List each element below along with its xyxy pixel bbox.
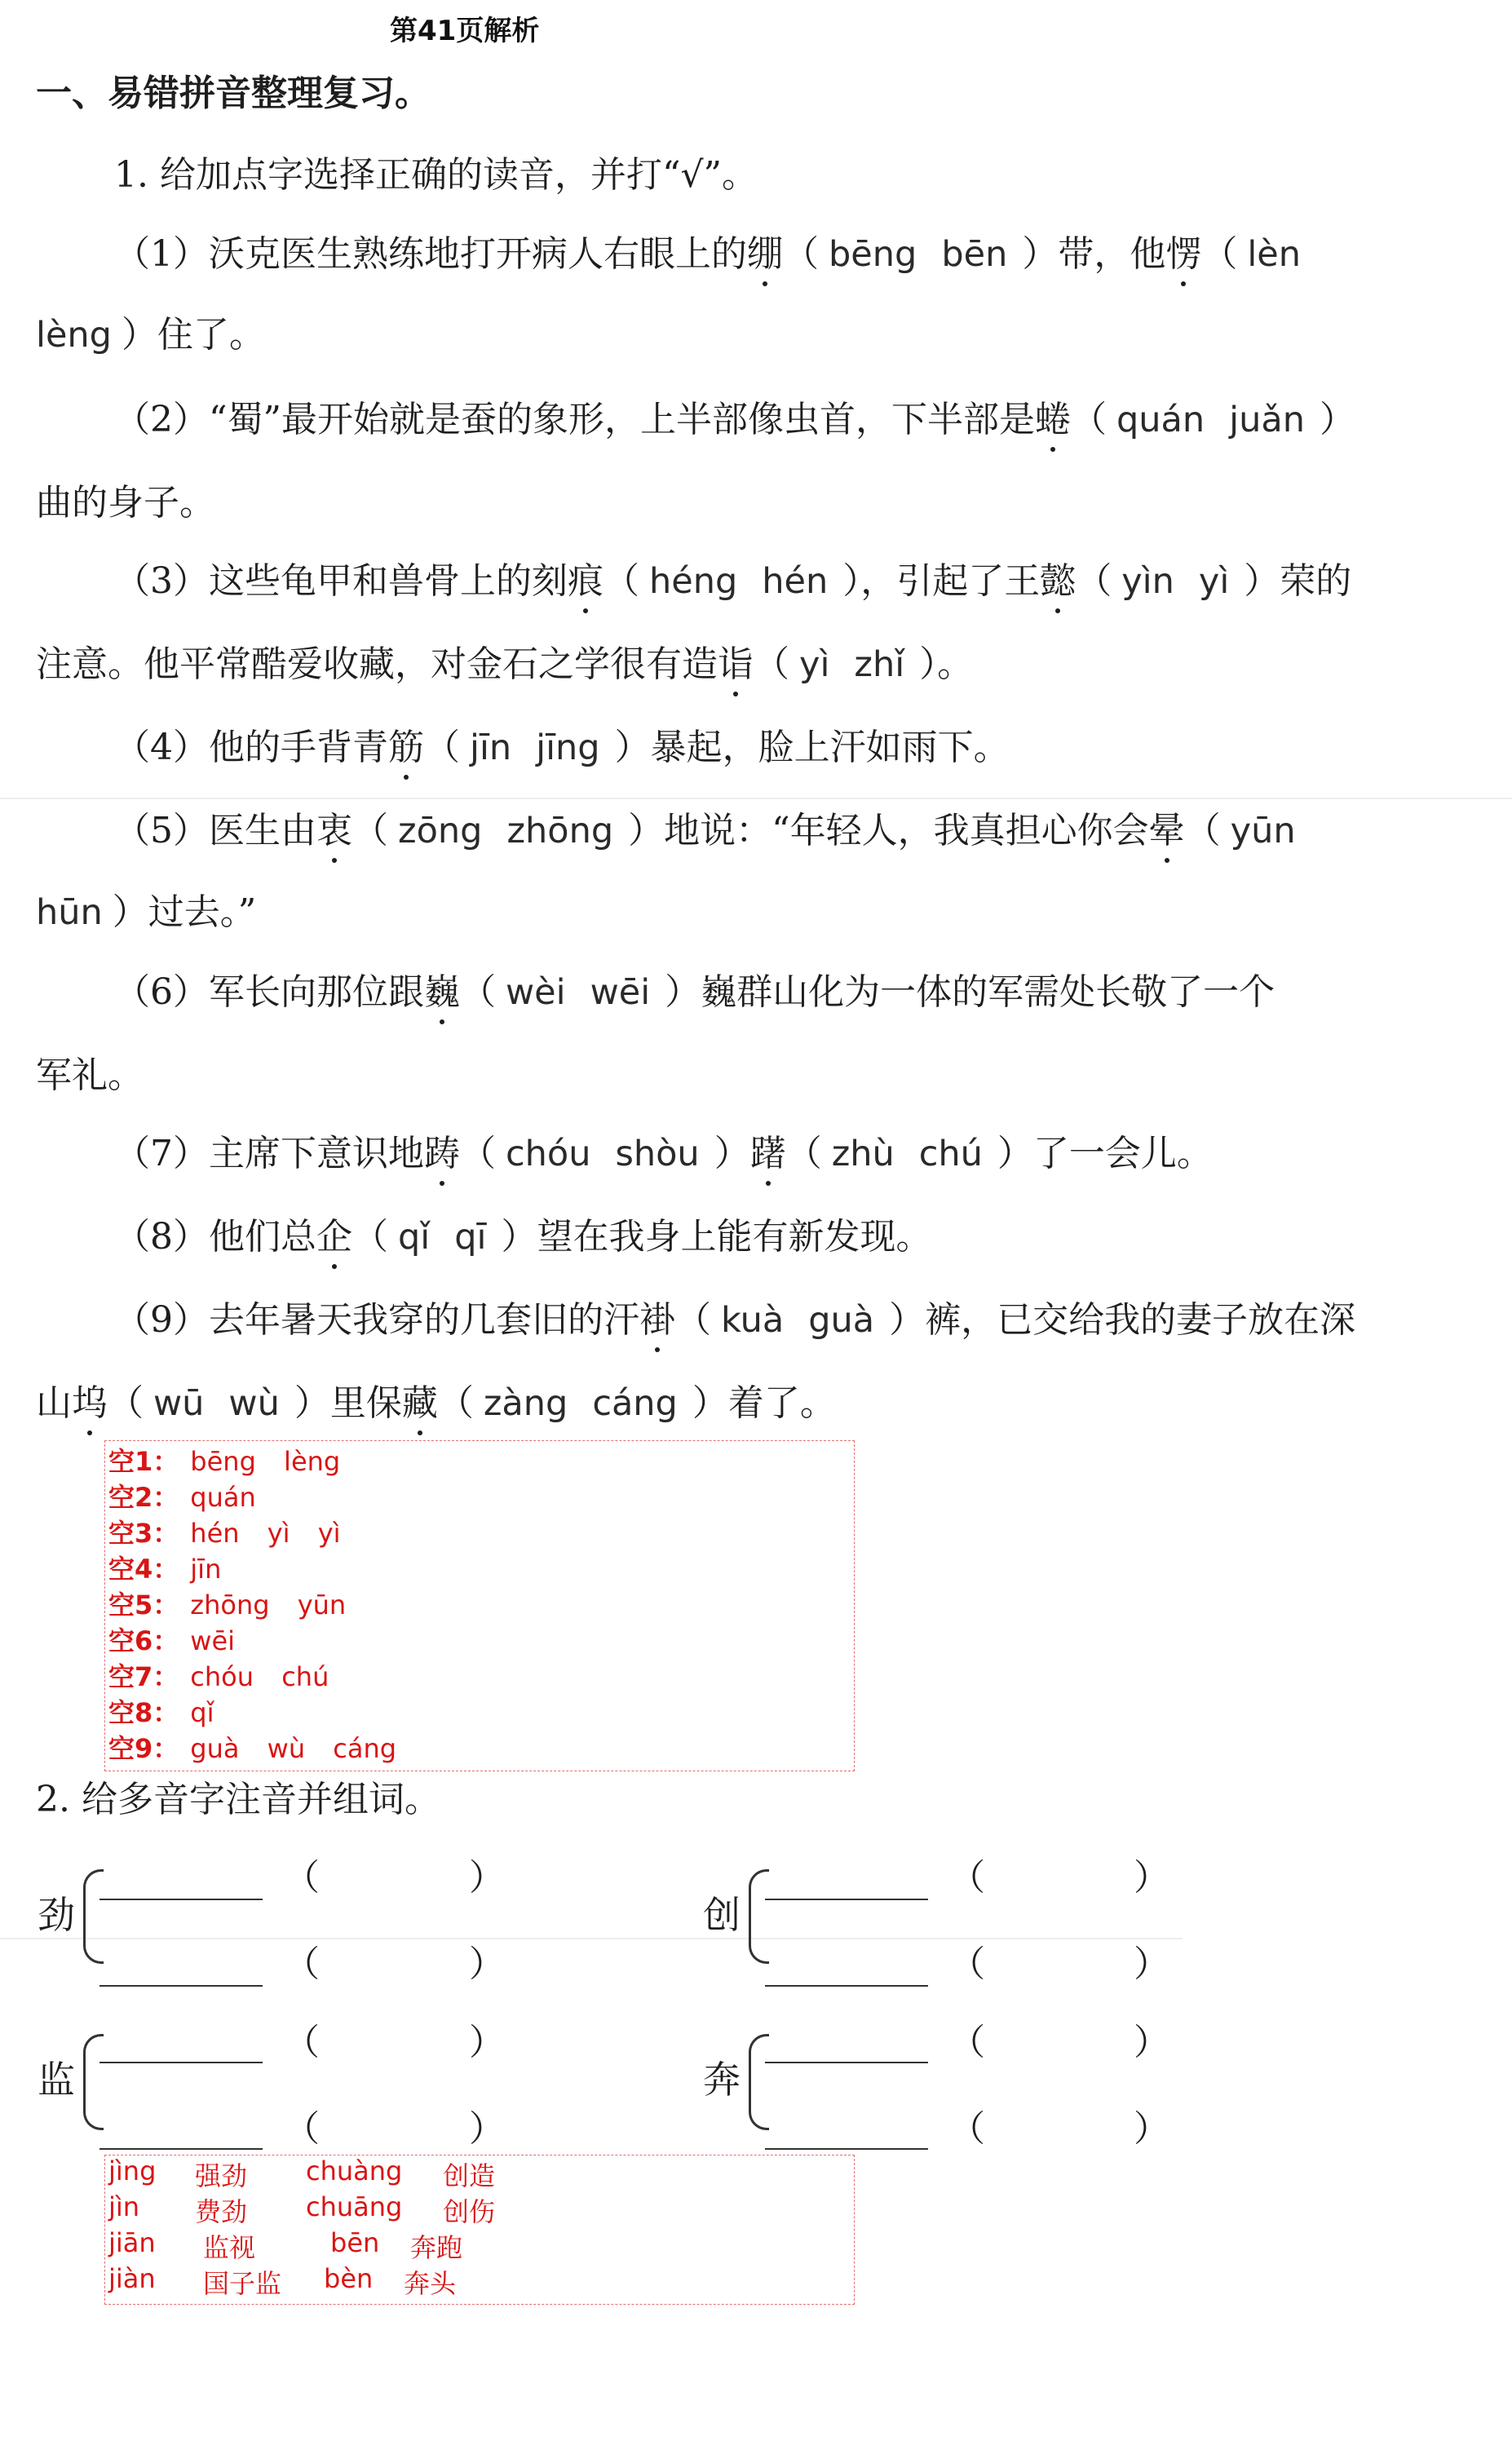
open-paren: （ bbox=[949, 2108, 985, 2150]
dotted-char: 巍 bbox=[424, 962, 460, 1015]
item-3-line-1: （3）这些龟甲和兽骨上的刻痕（ héng hén ），引起了王懿（ yìn yì ）荣的 bbox=[114, 551, 1351, 604]
answer-word: 国子监 bbox=[203, 2268, 282, 2299]
dotted-char: 企 bbox=[316, 1207, 352, 1259]
answer-pinyin: jìn bbox=[108, 2191, 140, 2222]
dotted-char: 晕 bbox=[1149, 801, 1185, 853]
item-5-line-1: （5）医生由衷（ zōng zhōng ）地说：“年轻人，我真担心你会晕（ yūn bbox=[114, 801, 1306, 853]
item-1-line-1: （1）沃克医生熟练地打开病人右眼上的绷（ bēng bēn ）带，他愣（ lèn bbox=[114, 224, 1311, 276]
answer-word: 强劲 bbox=[195, 2160, 248, 2191]
item-2-line-2: 曲的身子。 bbox=[36, 482, 215, 524]
close-paren: ） bbox=[1134, 1857, 1169, 1899]
open-paren: （ bbox=[949, 1857, 985, 1899]
dotted-char: 绷 bbox=[747, 224, 783, 276]
pinyin-blank[interactable] bbox=[99, 1985, 263, 1987]
dotted-char: 坞 bbox=[72, 1373, 108, 1426]
answer-row-1: 空1： bēng lèng bbox=[108, 1446, 341, 1477]
answer-box-2 bbox=[104, 2155, 855, 2305]
answer-row-3: 空3： hén yì yì bbox=[108, 1518, 341, 1549]
item-9-line-1: （9）去年暑天我穿的几套旧的汗褂（ kuà guà ）裤，已交给我的妻子放在深 bbox=[114, 1290, 1355, 1342]
question-1-title: 1. 给加点字选择正确的读音，并打“√”。 bbox=[114, 154, 758, 196]
close-paren: ） bbox=[469, 1857, 505, 1899]
brace bbox=[749, 1869, 769, 1964]
answer-pinyin: jiān bbox=[108, 2227, 156, 2258]
dotted-char: 愣 bbox=[1165, 224, 1201, 276]
item-6-line-1: （6）军长向那位跟巍（ wèi wēi ）巍群山化为一体的军需处长敬了一个 bbox=[114, 962, 1275, 1015]
answer-pinyin: chuāng bbox=[306, 2191, 403, 2222]
answer-row-6: 空6： wēi bbox=[108, 1625, 236, 1656]
item-9-line-2: 山坞（ wū wù ）里保藏（ zàng cáng ）着了。 bbox=[36, 1373, 836, 1426]
close-paren: ） bbox=[469, 2022, 505, 2063]
answer-row-5: 空5： zhōng yūn bbox=[108, 1589, 347, 1620]
brace bbox=[83, 2034, 104, 2130]
open-paren: （ bbox=[284, 1857, 320, 1899]
answer-box-1 bbox=[104, 1440, 855, 1771]
answer-pinyin: chuàng bbox=[306, 2155, 403, 2186]
pinyin-blank[interactable] bbox=[99, 2062, 263, 2063]
answer-pinyin: bēn bbox=[330, 2227, 380, 2258]
pinyin-blank[interactable] bbox=[765, 2148, 928, 2150]
answer-word: 费劲 bbox=[195, 2196, 248, 2227]
open-paren: （ bbox=[949, 2022, 985, 2063]
polyphone-char-2: 创 bbox=[703, 1893, 741, 1937]
close-paren: ） bbox=[1134, 2022, 1169, 2063]
brace bbox=[749, 2034, 769, 2130]
dotted-char: 筋 bbox=[388, 718, 424, 770]
section-title: 一、易错拼音整理复习。 bbox=[36, 73, 431, 114]
item-4-line-1: （4）他的手背青筋（ jīn jīng ）暴起，脸上汗如雨下。 bbox=[114, 718, 1010, 770]
dotted-char: 踌 bbox=[424, 1124, 460, 1176]
open-paren: （ bbox=[949, 1943, 985, 1985]
open-paren: （ bbox=[284, 1943, 320, 1985]
answer-pinyin: jiàn bbox=[108, 2263, 156, 2294]
item-8-line-1: （8）他们总企（ qǐ qī ）望在我身上能有新发现。 bbox=[114, 1207, 932, 1259]
answer-row-8: 空8： qǐ bbox=[108, 1697, 214, 1728]
dotted-char: 蜷 bbox=[1035, 390, 1071, 442]
item-3-line-2: 注意。他平常酷爱收藏，对金石之学很有造诣（ yì zhǐ ）。 bbox=[36, 634, 973, 687]
close-paren: ） bbox=[469, 2108, 505, 2150]
pinyin-blank[interactable] bbox=[765, 1899, 928, 1900]
open-paren: （ bbox=[284, 2108, 320, 2150]
close-paren: ） bbox=[1134, 2108, 1169, 2150]
item-2-line-1: （2）“蜀”最开始就是蚕的象形，上半部像虫首，下半部是蜷（ quán juǎn ） bbox=[114, 390, 1355, 442]
answer-word: 奔头 bbox=[404, 2268, 457, 2299]
item-1-line-2: lèng ）住了。 bbox=[36, 314, 265, 356]
polyphone-char-1: 劲 bbox=[38, 1893, 75, 1937]
dotted-char: 痕 bbox=[568, 551, 603, 604]
answer-row-2: 空2： quán bbox=[108, 1482, 256, 1513]
dotted-char: 躇 bbox=[750, 1124, 786, 1176]
pinyin-blank[interactable] bbox=[99, 2148, 263, 2150]
close-paren: ） bbox=[469, 1943, 505, 1985]
item-6-line-2: 军礼。 bbox=[36, 1054, 144, 1096]
answer-word: 创造 bbox=[443, 2160, 496, 2191]
polyphone-char-4: 奔 bbox=[703, 2058, 741, 2102]
answer-row-4: 空4： jīn bbox=[108, 1554, 222, 1585]
answer-row-7: 空7： chóu chú bbox=[108, 1661, 329, 1692]
open-paren: （ bbox=[284, 2022, 320, 2063]
dotted-char: 懿 bbox=[1040, 551, 1076, 604]
brace bbox=[83, 1869, 104, 1964]
close-paren: ） bbox=[1134, 1943, 1169, 1985]
polyphone-char-3: 监 bbox=[38, 2058, 75, 2102]
answer-word: 创伤 bbox=[443, 2196, 496, 2227]
answer-word: 奔跑 bbox=[410, 2232, 463, 2263]
answer-row-9: 空9： guà wù cáng bbox=[108, 1733, 397, 1764]
answer-pinyin: jìng bbox=[108, 2155, 157, 2186]
question-2-title: 2. 给多音字注音并组词。 bbox=[36, 1779, 440, 1820]
dotted-char: 藏 bbox=[402, 1373, 438, 1426]
answer-word: 监视 bbox=[203, 2232, 256, 2263]
answer-pinyin: bèn bbox=[324, 2263, 374, 2294]
dotted-char: 褂 bbox=[639, 1290, 675, 1342]
page-header: 第41页解析 bbox=[390, 15, 540, 47]
pinyin-blank[interactable] bbox=[99, 1899, 263, 1900]
pinyin-blank[interactable] bbox=[765, 1985, 928, 1987]
item-7-line-1: （7）主席下意识地踌（ chóu shòu ）躇（ zhù chú ）了一会儿。 bbox=[114, 1124, 1213, 1176]
dotted-char: 衷 bbox=[316, 801, 352, 853]
item-5-line-2: hūn ）过去。” bbox=[36, 891, 257, 933]
dotted-char: 诣 bbox=[718, 634, 754, 687]
pinyin-blank[interactable] bbox=[765, 2062, 928, 2063]
